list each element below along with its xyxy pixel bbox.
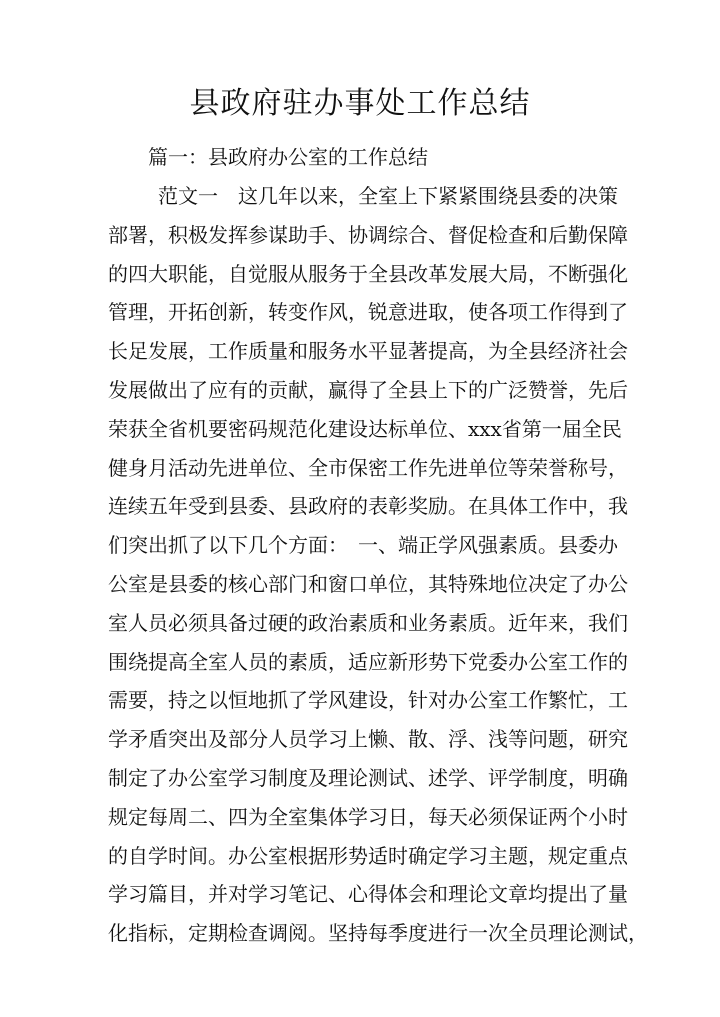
body-line: 围绕提高全室人员的素质，适应新形势下党委办公室工作的 bbox=[108, 649, 628, 674]
document-body bbox=[108, 177, 648, 953]
body-line: 室人员必须具备过硬的政治素质和业务素质。近年来，我们 bbox=[108, 610, 628, 635]
body-line: 们突出抓了以下几个方面： 一、端正学风强素质。县委办 bbox=[108, 533, 618, 558]
body-line: 规定每周二、四为全室集体学习日，每天必须保证两个小时 bbox=[108, 804, 628, 829]
body-line: 健身月活动先进单位、全市保密工作先进单位等荣誉称号， bbox=[108, 455, 628, 480]
body-line: 学习篇目，并对学习笔记、心得体会和理论文章均提出了量 bbox=[108, 882, 628, 907]
body-line: 化指标，定期检查调阅。坚持每季度进行一次全员理论测试， bbox=[108, 921, 648, 946]
body-line: 长足发展，工作质量和服务水平显著提高，为全县经济社会 bbox=[108, 339, 628, 364]
body-line: 荣获全省机要密码规范化建设达标单位、xxx省第一届全民 bbox=[108, 416, 622, 441]
body-line: 的自学时间。办公室根据形势适时确定学习主题，规定重点 bbox=[108, 843, 628, 868]
document-title: 县政府驻办事处工作总结 bbox=[189, 86, 531, 121]
body-line: 需要，持之以恒地抓了学风建设，针对办公室工作繁忙，工 bbox=[108, 688, 628, 713]
body-line: 的四大职能，自觉服从服务于全县改革发展大局，不断强化 bbox=[108, 261, 628, 286]
body-line: 部署，积极发挥参谋助手、协调综合、督促检查和后勤保障 bbox=[108, 222, 628, 247]
body-line: 管理，开拓创新，转变作风，锐意进取，使各项工作得到了 bbox=[108, 300, 628, 325]
body-line: 连续五年受到县委、县政府的表彰奖励。在具体工作中，我 bbox=[108, 494, 628, 519]
body-line: 学矛盾突出及部分人员学习上懒、散、浮、浅等问题，研究 bbox=[108, 727, 628, 752]
body-line: 发展做出了应有的贡献，赢得了全县上下的广泛赞誉，先后 bbox=[108, 377, 628, 402]
body-line: 公室是县委的核心部门和窗口单位，其特殊地位决定了办公 bbox=[108, 571, 628, 596]
document-subtitle: 篇一：县政府办公室的工作总结 bbox=[148, 145, 428, 169]
body-line: 制定了办公室学习制度及理论测试、述学、评学制度，明确 bbox=[108, 765, 628, 790]
body-line: 范文一 这几年以来，全室上下紧紧围绕县委的决策 bbox=[158, 184, 618, 208]
